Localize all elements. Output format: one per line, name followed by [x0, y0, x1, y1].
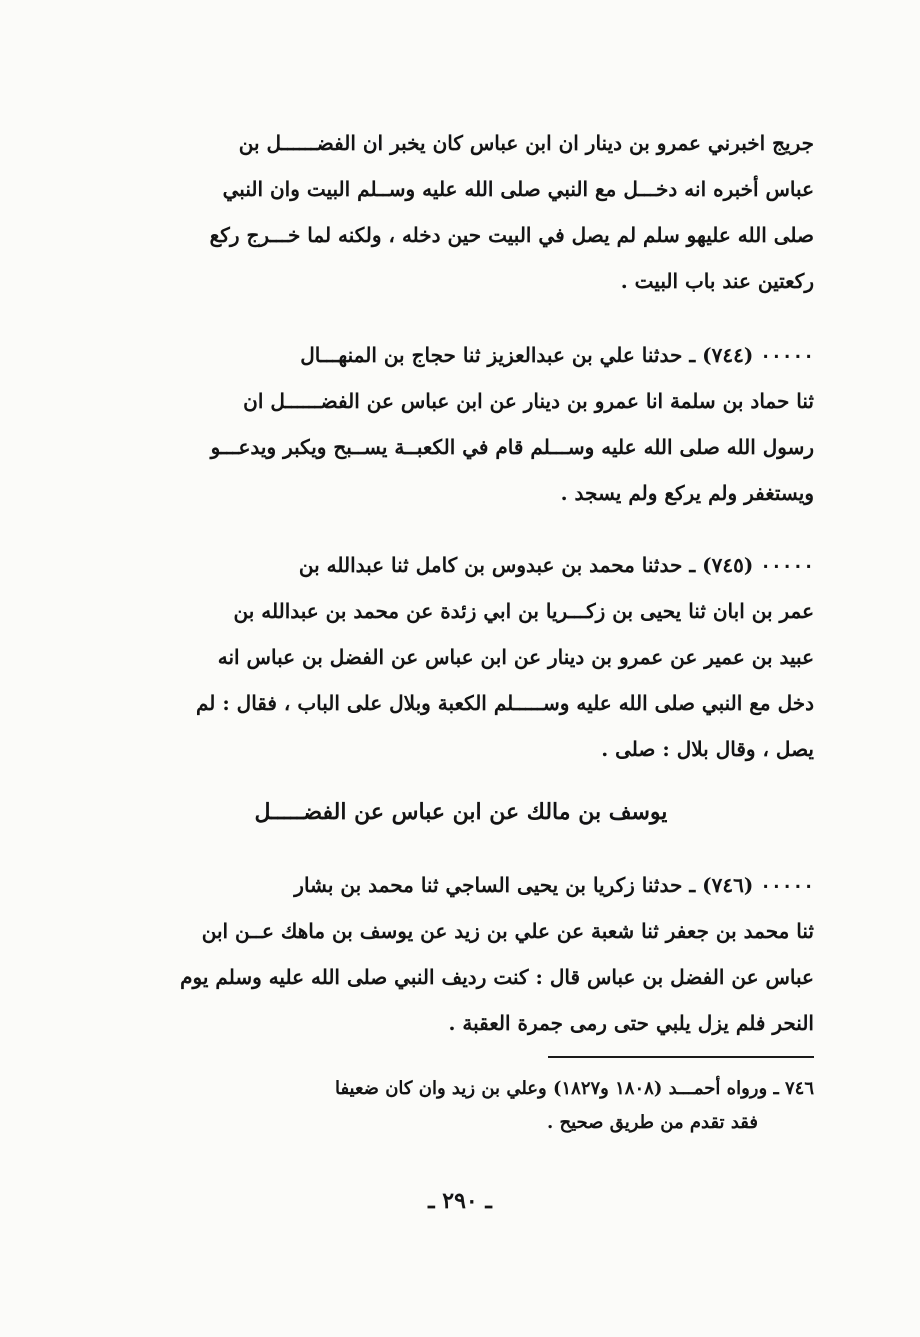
text-line: عمر بن ابان ثنا يحيى بن زكـــريا بن ابي زئدة عن محمد بن عبدالله بن [233, 599, 814, 623]
text-line: ٠٠٠٠٠ (٧٤٦) ـ حدثنا زكريا بن يحيى الساجي ثنا محمد بن بشار [294, 873, 814, 897]
paragraph-4 [108, 862, 814, 1046]
text-line: صلى الله عليهو سلم لم يصل في البيت حين دخله ، ولكنه لما خـــرج ركع [209, 223, 814, 247]
footnote [108, 1072, 814, 1140]
page-number: ـ ٢٩٠ ـ [428, 1188, 492, 1214]
text-line: ركعتين عند باب البيت . [620, 269, 814, 293]
text-line: جريج اخبرني عمرو بن دينار ان ابن عباس كان يخبر ان الفضــــــل بن [238, 131, 814, 155]
text-line: عباس أخبره انه دخـــل مع النبي صلى الله عليه وســلم البيت وان النبي [222, 177, 814, 201]
paragraph-2 [108, 332, 814, 516]
footnote-line: ٧٤٦ ـ ورواه أحمـــد (١٨٠٨ و١٨٢٧) وعلي بن زيد وان كان ضعيفا [334, 1078, 814, 1099]
text-line: دخل مع النبي صلى الله عليه وســـــلم الكعبة وبلال على الباب ، فقال : لم [195, 691, 814, 715]
text-line: رسول الله صلى الله عليه وســـلم قام في الكعبــة يســبح ويكبر ويدعـــو [210, 435, 814, 459]
paragraph-1 [108, 120, 814, 304]
paragraph-3 [108, 542, 814, 772]
text-line: عباس عن الفضل بن عباس قال : كنت رديف النبي صلى الله عليه وسلم يوم [180, 965, 814, 989]
footnote-divider [548, 1056, 814, 1058]
text-line: ثنا حماد بن سلمة انا عمرو بن دينار عن ابن عباس عن الفضــــــل ان [243, 389, 814, 413]
text-line: ويستغفر ولم يركع ولم يسجد . [560, 481, 814, 505]
section-heading: يوسف بن مالك عن ابن عباس عن الفضـــــل [254, 799, 668, 825]
footnote-line: فقد تقدم من طريق صحيح . [546, 1112, 758, 1133]
text-line: عبيد بن عمير عن عمرو بن دينار عن ابن عباس عن الفضل بن عباس انه [217, 645, 814, 669]
text-line: النحر فلم يزل يلبي حتى رمى جمرة العقبة . [448, 1011, 814, 1035]
text-line: ٠٠٠٠٠ (٧٤٤) ـ حدثنا علي بن عبدالعزيز ثنا حجاج بن المنهـــال [300, 343, 814, 367]
text-line: ثنا محمد بن جعفر ثنا شعبة عن علي بن زيد عن يوسف بن ماهك عــن ابن [201, 919, 814, 943]
text-line: يصل ، وقال بلال : صلى . [601, 737, 814, 761]
text-line: ٠٠٠٠٠ (٧٤٥) ـ حدثنا محمد بن عبدوس بن كامل ثنا عبدالله بن [298, 553, 814, 577]
